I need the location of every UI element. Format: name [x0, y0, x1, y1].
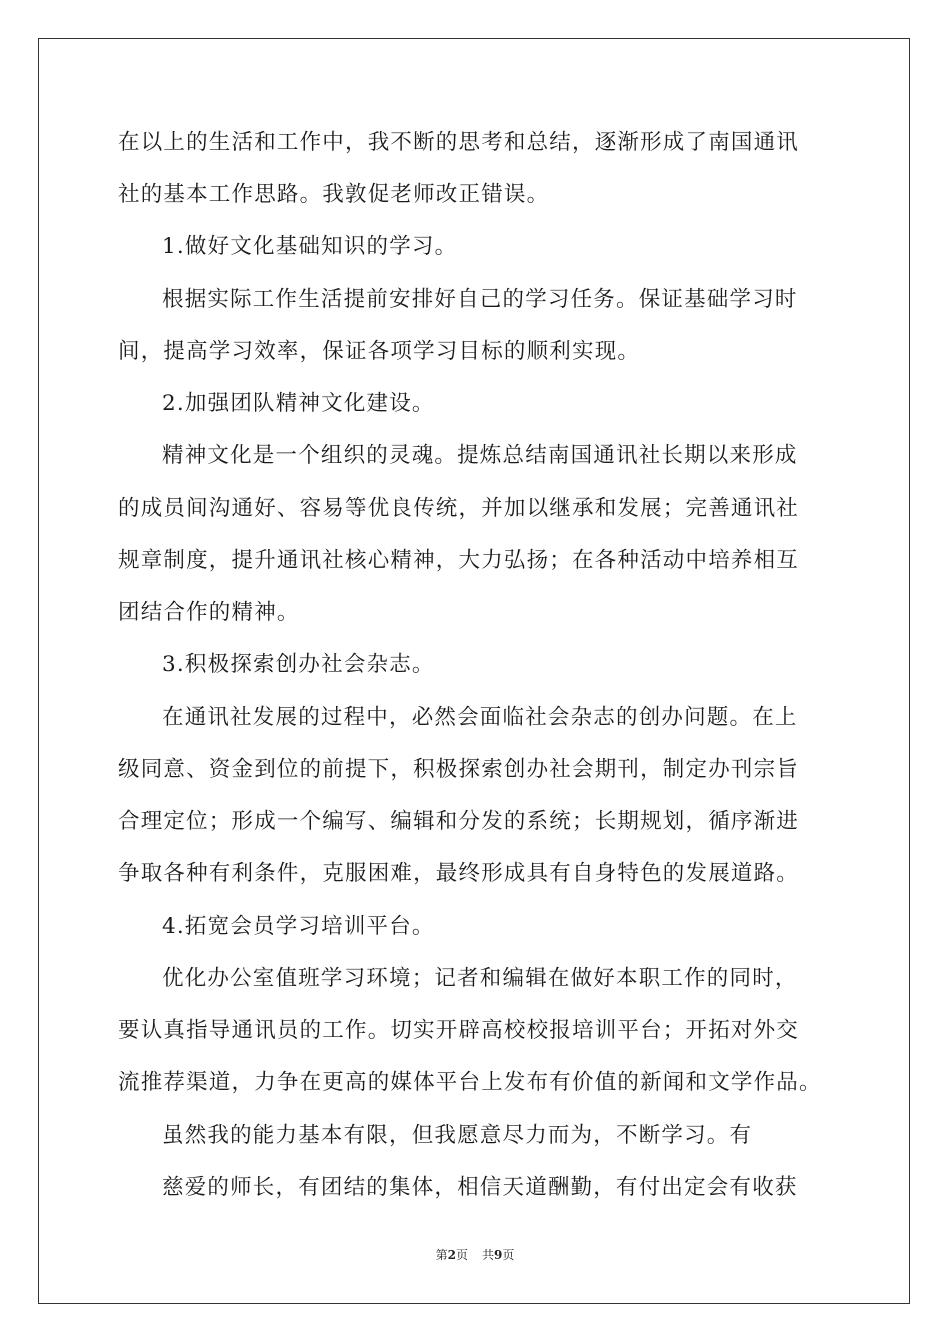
text-line: 团结合作的精神。 [118, 600, 300, 625]
text-line: 优化办公室值班学习环境；记者和编辑在做好本职工作的同时， [162, 966, 798, 991]
total-pages-suffix: 页 [502, 1248, 515, 1262]
text-line: 流推荐渠道，力争在更高的媒体平台上发布有价值的新闻和文学作品。 [118, 1070, 822, 1095]
page-number-current: 2 [447, 1248, 456, 1262]
section-heading: 1.做好文化基础知识的学习。 [162, 234, 458, 259]
text-line: 争取各种有利条件，克服困难，最终形成具有自身特色的发展道路。 [118, 861, 800, 886]
page-number-prefix: 第 [435, 1248, 448, 1262]
text-line: 社的基本工作思路。我敦促老师改正错误。 [118, 182, 550, 207]
section-heading: 4.拓宽会员学习培训平台。 [162, 914, 435, 939]
text-line: 级同意、资金到位的前提下，积极探索创办社会期刊，制定办刊宗旨 [118, 757, 800, 782]
text-line: 合理定位；形成一个编写、编辑和分发的系统；长期规划，循序渐进 [118, 809, 800, 834]
text-line: 要认真指导通讯员的工作。切实开辟高校校报培训平台；开拓对外交 [118, 1018, 800, 1043]
section-heading: 3.积极探索创办社会杂志。 [162, 652, 435, 677]
text-line: 精神文化是一个组织的灵魂。提炼总结南国通讯社长期以来形成 [162, 443, 798, 468]
text-line: 在通讯社发展的过程中，必然会面临社会杂志的创办问题。在上 [162, 705, 798, 730]
total-pages-count: 9 [494, 1248, 503, 1262]
total-pages-prefix: 共 [482, 1248, 495, 1262]
text-line: 慈爱的师长，有团结的集体，相信天道酬勤，有付出定会有收获 [162, 1175, 798, 1200]
text-line: 间，提高学习效率，保证各项学习目标的顺利实现。 [118, 339, 641, 364]
text-line: 根据实际工作生活提前安排好自己的学习任务。保证基础学习时 [162, 287, 798, 312]
text-line: 虽然我的能力基本有限，但我愿意尽力而为，不断学习。有 [162, 1123, 753, 1148]
page-number-suffix: 页 [455, 1248, 468, 1262]
section-heading: 2.加强团队精神文化建设。 [162, 391, 435, 416]
text-line: 规章制度，提升通讯社核心精神，大力弘扬；在各种活动中培养相互 [118, 548, 800, 573]
text-line: 的成员间沟通好、容易等优良传统，并加以继承和发展；完善通讯社 [118, 496, 800, 521]
text-line: 在以上的生活和工作中，我不断的思考和总结，逐渐形成了南国通讯 [118, 130, 800, 155]
page-footer [0, 1246, 950, 1263]
